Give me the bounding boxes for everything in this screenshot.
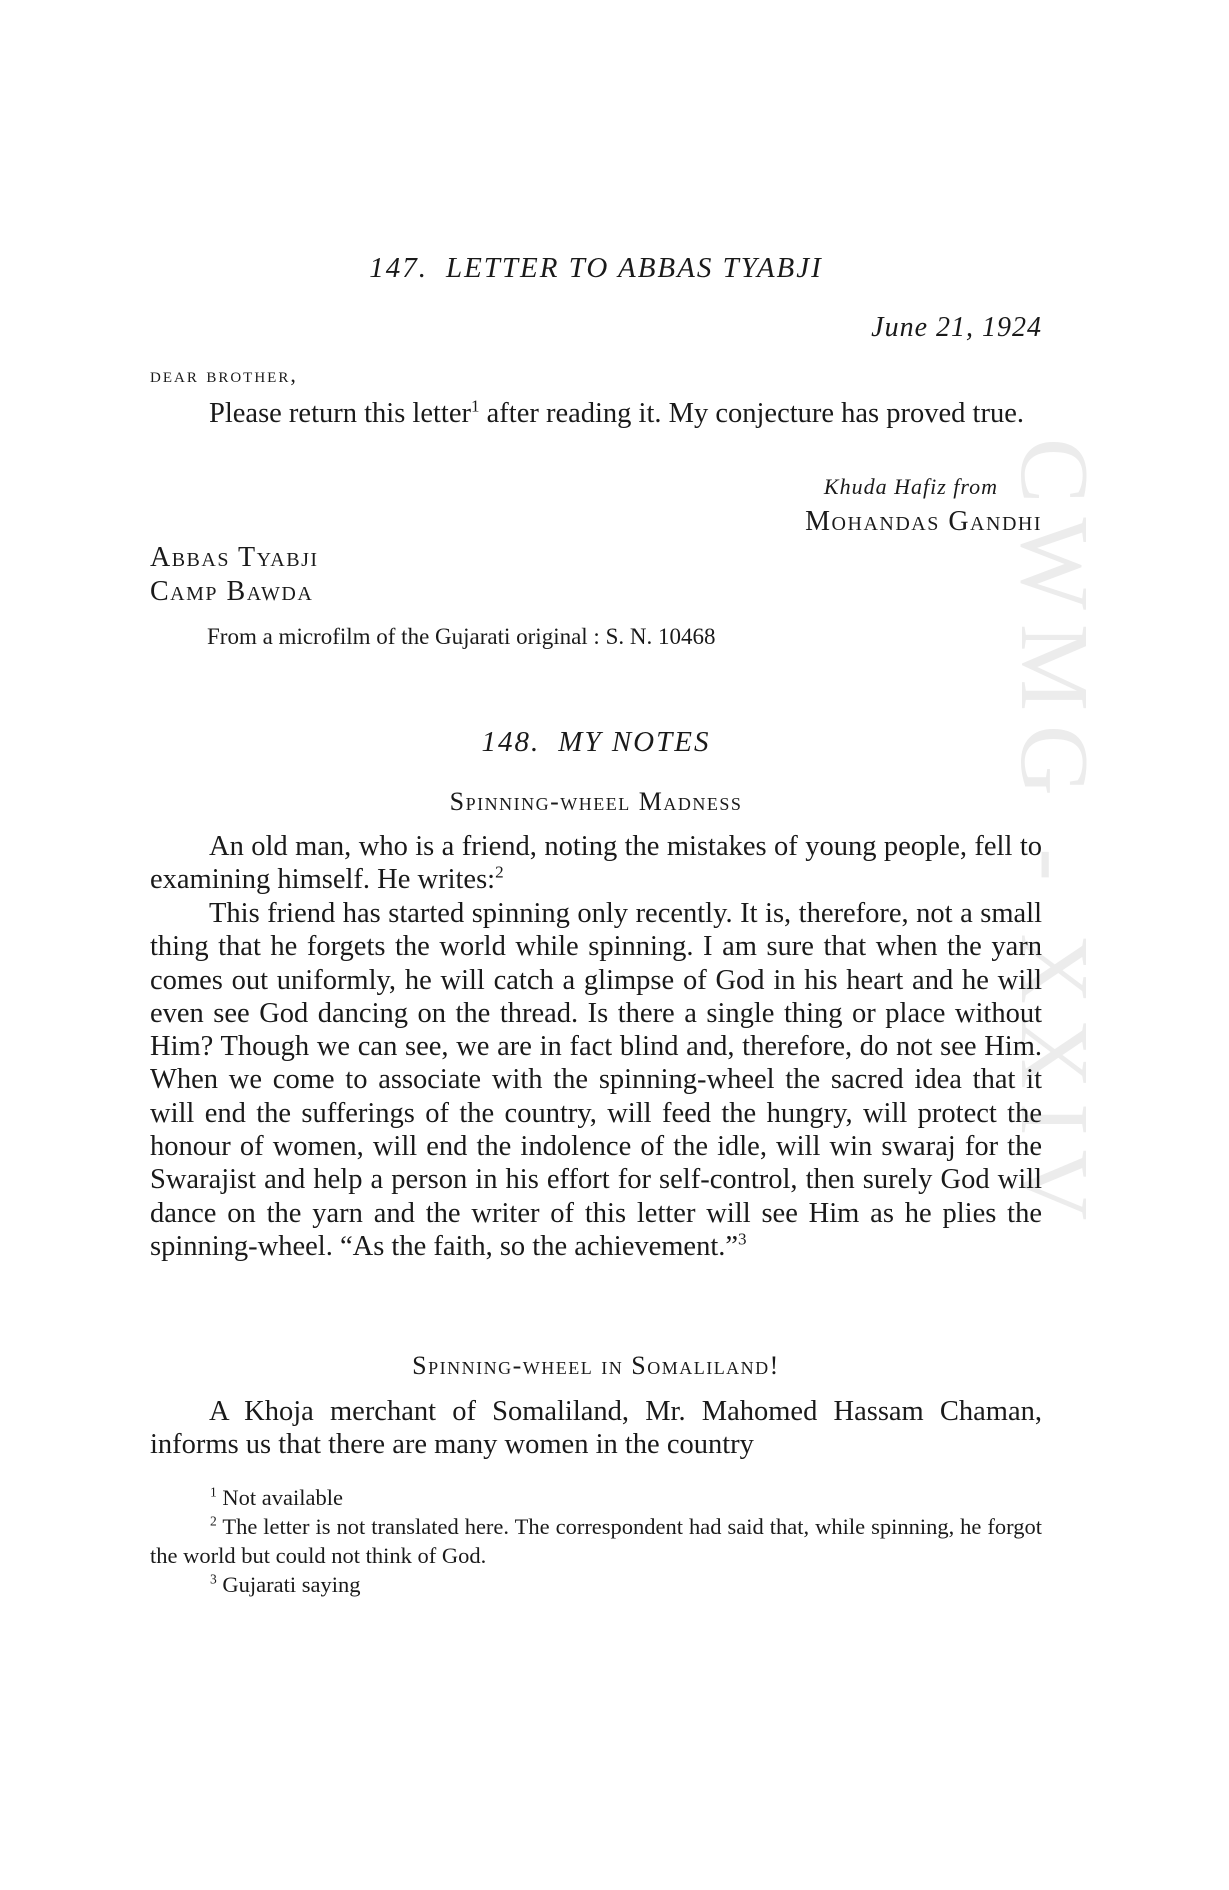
footnote-ref-2: 2 [495,862,504,882]
letter-body-text-2: after reading it. My conjecture has proved true. [479,398,1024,429]
footnote-3 [150,1570,1042,1599]
notes-paragraph-2-text: This friend has started spinning only recently. It is, therefore, not a small thing that he forgets the world while spinning. I am sure that when the yarn comes out uniformly, he will catch a glimpse of God in his heart and he will even see God dancing on the thread. Is there a single thing or place without Him? Though we can see, we are in fact blind and, therefore, do not see Him. When we come to associate with the spinning-wheel the sacred idea that it will end the sufferings of the country, will feed the hungry, will protect the honour of women, will end the indolence of the idle, will win swaraj for the Swarajist and help a person in his effort for self-control, then surely God will dance on the yarn and the writer of this letter will see Him as he plies the spinning-wheel. “As the faith, so the achievement.” [150,898,1042,1262]
salutation: dear brother, [150,362,298,387]
notes-title-text: MY NOTES [558,726,711,758]
notes-paragraph-1 [150,830,1042,897]
footnote-ref-3: 3 [738,1229,747,1249]
footnote-2 [150,1512,1042,1570]
letter-body [150,397,1042,430]
footnote-1-mark: 1 [210,1484,217,1500]
footnote-3-text: Gujarati saying [216,1572,361,1597]
footnote-2-text: The letter is not translated here. The correspondent had said that, while spinning, he forgot the world but could not think of God. [150,1514,1042,1568]
letter-body-text-1: Please return this letter [209,398,471,429]
footnote-2-mark: 2 [210,1513,217,1529]
signoff-name: Mohandas Gandhi [805,506,1042,537]
footnote-1-text: Not available [216,1485,343,1510]
watermark: CWMG - XXIV [1000,438,1108,1235]
letter-number: 147. [369,252,428,284]
signoff-italic: Khuda Hafiz from [823,474,998,499]
section-heading-somaliland: Spinning-wheel in Somaliland! [412,1351,780,1380]
notes-number: 148. [481,726,541,758]
notes-title [150,726,1042,759]
notes-paragraph-1-text: An old man, who is a friend, noting the mistakes of young people, fell to examining himself. He writes: [150,831,1042,896]
section-heading-madness: Spinning-wheel Madness [449,787,743,816]
source-note: From a microfilm of the Gujarati original : S. N. 10468 [207,624,716,649]
footnotes [150,1483,1042,1599]
letter-title-text: LETTER TO ABBAS TYABJI [445,252,823,284]
footnote-3-mark: 3 [210,1571,217,1587]
notes-paragraph-3: A Khoja merchant of Somaliland, Mr. Mahomed Hassam Chaman, informs us that there are many women in the country [150,1396,1042,1461]
footnote-ref-1: 1 [470,396,480,416]
letter-title [150,252,1042,285]
footnote-1 [150,1483,1042,1512]
letter-date: June 21, 1924 [871,312,1042,343]
addressee-place: Camp Bawda [150,576,314,607]
addressee-name: Abbas Tyabji [150,542,319,573]
notes-paragraph-2 [150,897,1042,1263]
